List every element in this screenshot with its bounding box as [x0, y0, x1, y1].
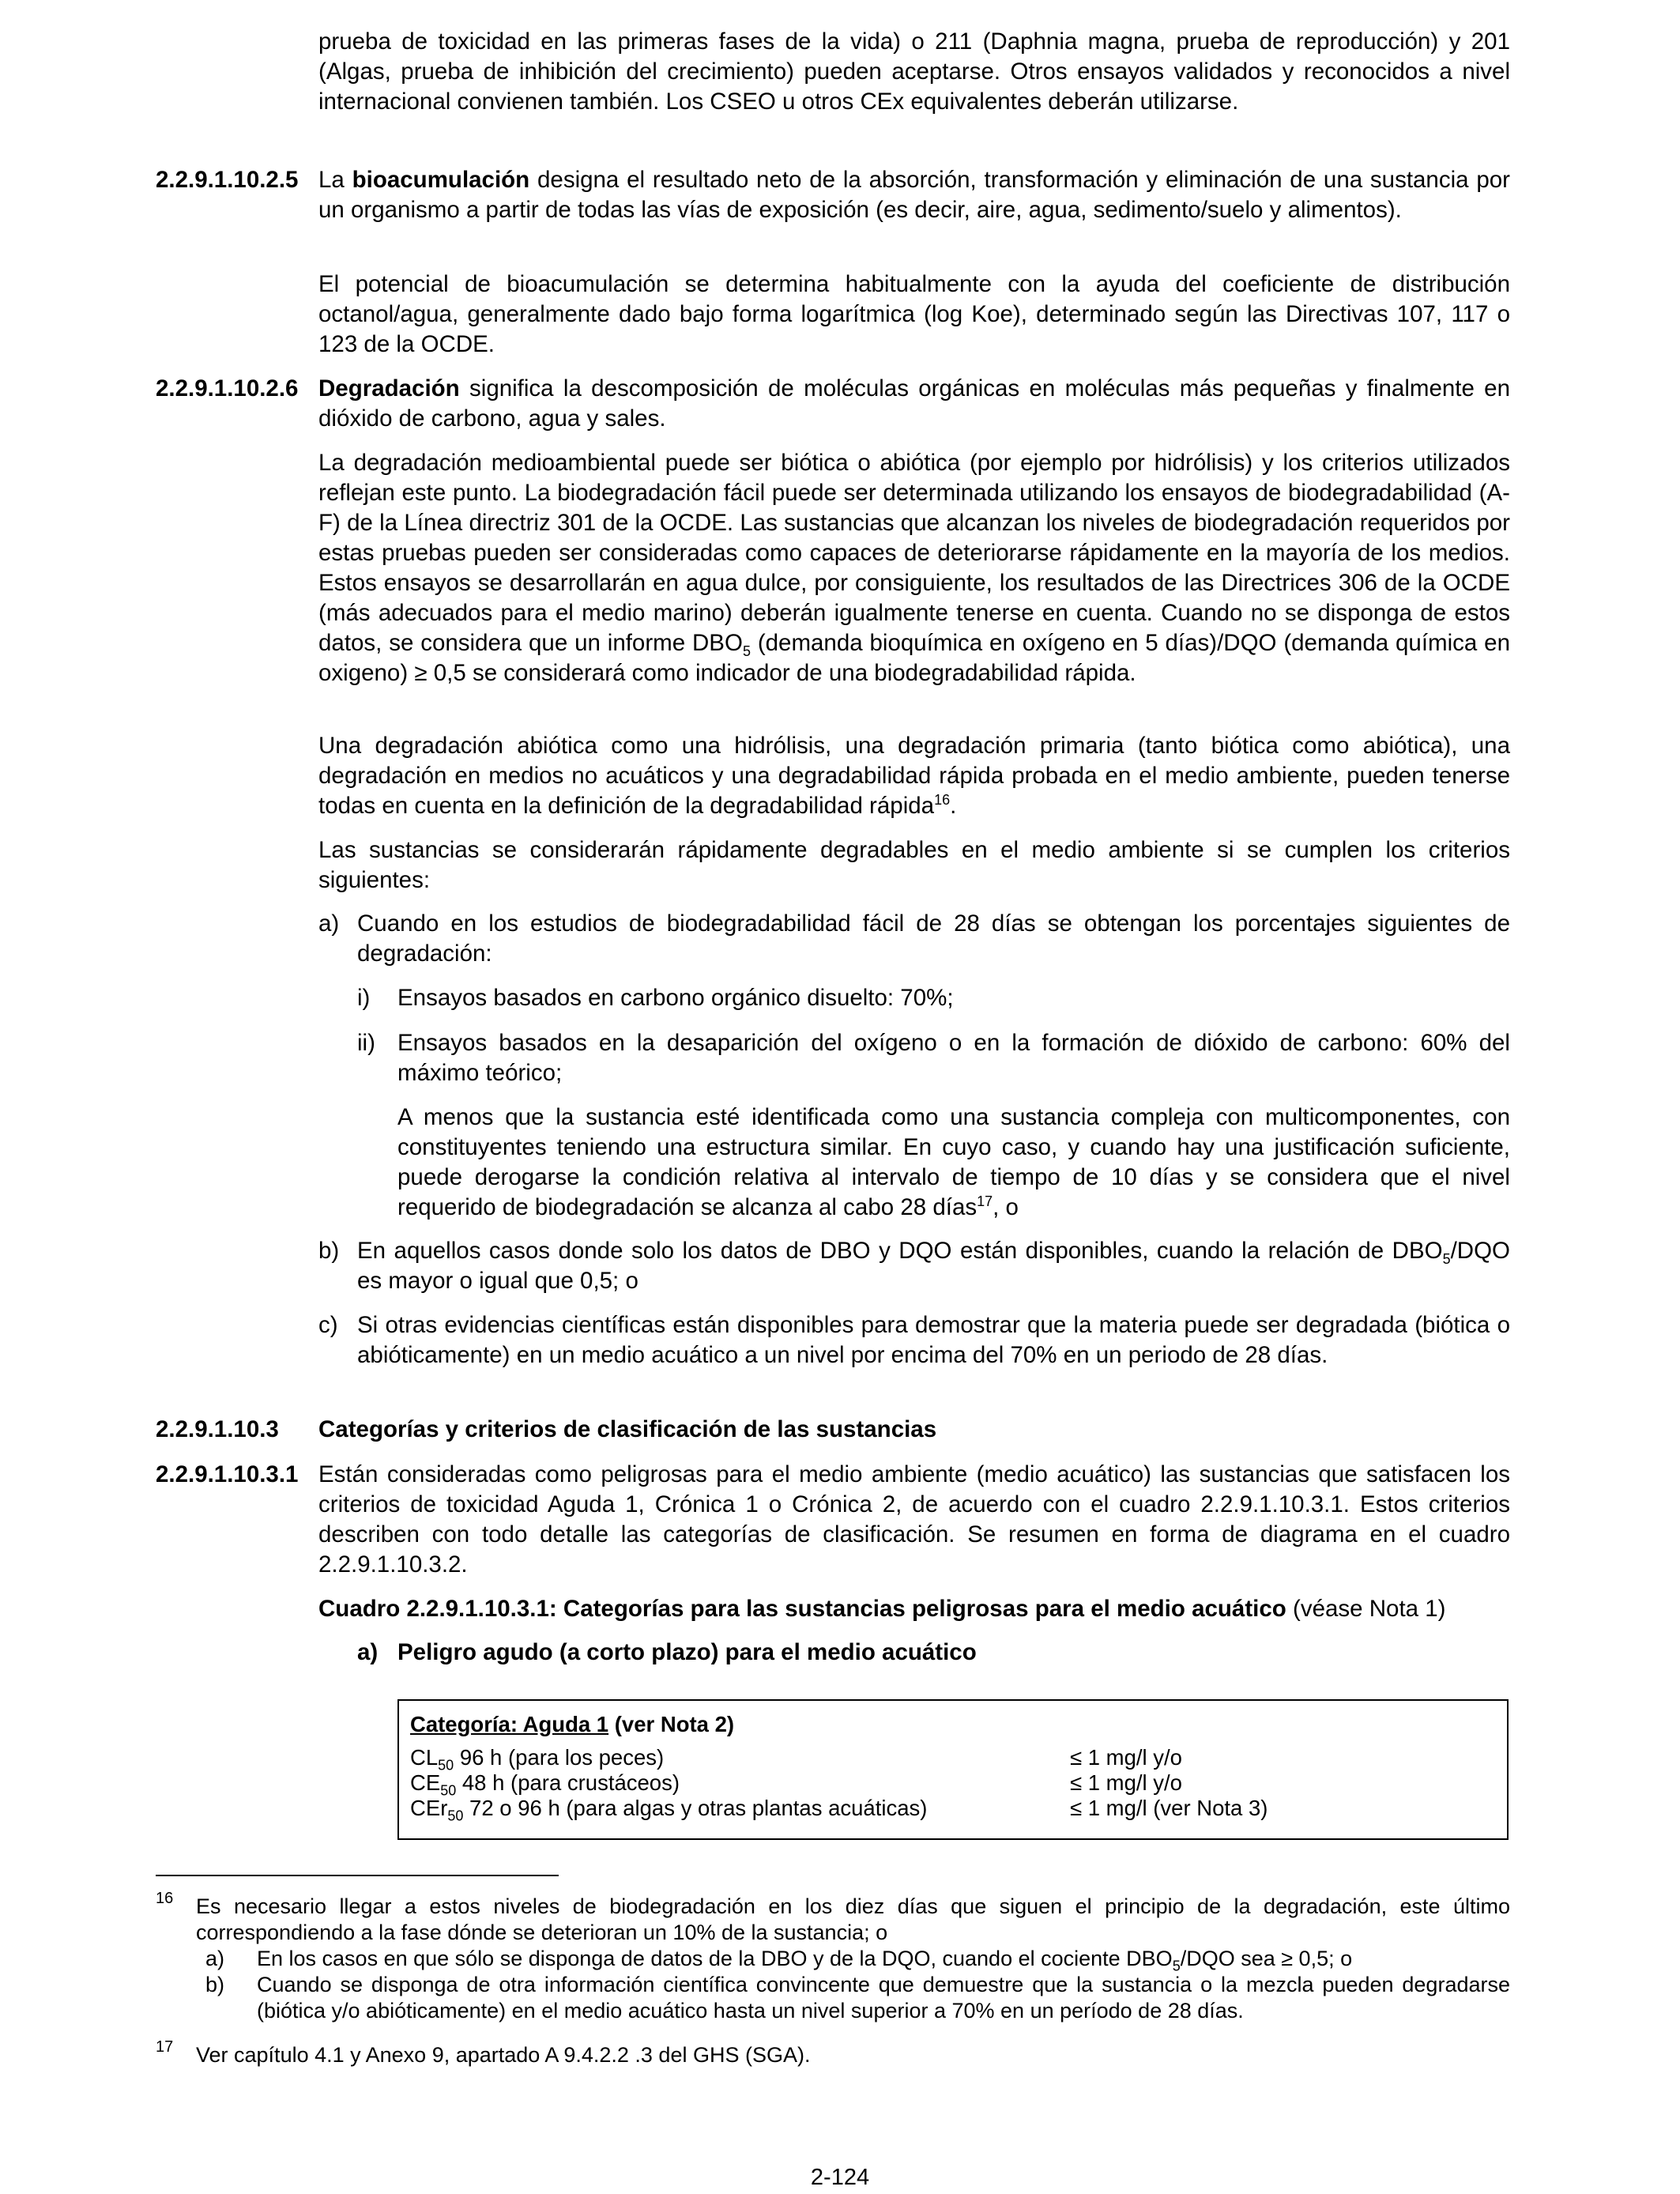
footnote-mark-17: 17: [156, 2038, 174, 2056]
criteria-item-ii: Ensayos basados en la desaparición del oxígeno o en la formación de dióxido de carbono: 60% del máximo teórico;: [397, 1030, 1510, 1086]
text-part: /DQO es mayor o igual que 0,5; o: [357, 1238, 1510, 1294]
text-part: CEr: [410, 1796, 448, 1820]
lead-word: La: [318, 167, 345, 193]
table-caption-note: (véase Nota 1): [1293, 1596, 1446, 1622]
subscript: 5: [1172, 1958, 1181, 1974]
footnote-16-label-a: a): [205, 1947, 225, 1970]
box-row-fish: [410, 1745, 665, 1774]
classification-paragraph: Están consideradas como peligrosas para el medio ambiente (medio acuático) las sustancias que satisfacen los criterios de toxicidad Aguda 1, Crónica 1 o Crónica 2, de acuerdo con el cuadro 2.2.9.1.10.3.1. Estos criterios describen con todo detalle las categorías de clasificación. Se resumen en forma de diagrama en el cuadro 2.2.9.1.10.3.2.: [318, 1461, 1510, 1578]
list-label-i: i): [357, 985, 371, 1011]
criteria-intro-paragraph: Las sustancias se considerarán rápidamente degradables en el medio ambiente si se cumplen los criterios siguientes:: [318, 837, 1510, 893]
criteria-item-ii-note: [397, 1103, 1510, 1223]
environmental-degradation-paragraph: [318, 448, 1510, 688]
footnote-ref-16[interactable]: 16: [934, 792, 951, 809]
text-part: , o: [993, 1194, 1019, 1220]
abiotic-degradation-paragraph: [318, 731, 1510, 821]
box-value-crustaceans: ≤ 1 mg/l y/o: [1070, 1770, 1182, 1795]
definition-text: significa la descomposición de moléculas orgánicas en moléculas más pequeñas y finalmente en dióxido de carbono, agua y sales.: [318, 375, 1510, 432]
sub-heading-label-a: a): [357, 1639, 379, 1665]
bioaccumulation-potential-paragraph: El potencial de bioacumulación se determina habitualmente con la ayuda del coeficiente de distribución octanol/agua, generalmente dado bajo forma logarítmica (log Koe), determinado según las Directivas 107, 117 o 123 de la OCDE.: [318, 271, 1510, 357]
term-bioacumulacion: bioacumulación: [352, 167, 530, 193]
footnote-separator: [156, 1875, 559, 1876]
footnote-ref-17[interactable]: 17: [977, 1193, 993, 1210]
box-row-crustaceans: [410, 1770, 680, 1799]
text-part: 72 o 96 h (para algas y otras plantas acuáticas): [463, 1796, 928, 1820]
subscript: 5: [1442, 1250, 1451, 1267]
box-row-algae: [410, 1796, 928, 1824]
criteria-item-i: Ensayos basados en carbono orgánico disuelto: 70%;: [397, 985, 954, 1011]
text-part: CE: [410, 1770, 441, 1795]
section-number-2-2-9-1-10-3: 2.2.9.1.10.3: [156, 1416, 279, 1442]
text-part: 48 h (para crustáceos): [456, 1770, 680, 1795]
definition-text: designa el resultado neto de la absorción, transformación y eliminación de una sustancia por un organismo a partir de todas las vías de exposición (es decir, aire, agua, sedimento/suelo y alimentos).: [318, 167, 1510, 223]
page-number: 2-124: [810, 2165, 870, 2190]
text-part: A menos que la sustancia esté identificada como una sustancia compleja con multicomponentes, con constituyentes teniendo una estructura similar. En cuyo caso, y cuando hay una justificación suficiente, puede derogarse la condición relativa al intervalo de tiempo de 10 días y se considera que el nivel requerido de biodegradación se alcanza al cabo 28 días: [397, 1104, 1510, 1220]
list-label-ii: ii): [357, 1030, 375, 1056]
box-heading: [410, 1712, 734, 1737]
footnote-16-item-b: Cuando se disponga de otra información científica convincente que demuestre que la sustancia o la mezcla pueden degradarse (biótica y/o abióticamente) en el medio acuático hasta un nivel superior a 70% en un período de 28 días.: [257, 1973, 1510, 2022]
text-part: CL: [410, 1745, 439, 1770]
degradation-definition: [318, 374, 1510, 434]
text-part: Una degradación abiótica como una hidrólisis, una degradación primaria (tanto biótica como abiótica), una degradación en medios no acuáticos y una degradabilidad rápida probada en el medio ambiente, pueden tenerse todas en cuenta en la definición de la degradabilidad rápida: [318, 733, 1510, 819]
criteria-item-a: Cuando en los estudios de biodegradabilidad fácil de 28 días se obtengan los porcentajes siguientes de degradación:: [357, 910, 1510, 967]
box-value-algae: ≤ 1 mg/l (ver Nota 3): [1070, 1796, 1268, 1820]
text-part: /DQO sea ≥ 0,5; o: [1180, 1947, 1353, 1970]
text-part: .: [950, 793, 957, 819]
list-label-b: b): [318, 1238, 340, 1264]
term-degradacion: Degradación: [318, 375, 460, 401]
text-part: La degradación medioambiental puede ser biótica o abiótica (por ejemplo por hidrólisis) y los criterios utilizados reflejan este punto. La biodegradación fácil puede ser determinada utilizando los ensayos de biodegradabilidad (A-F) de la Línea directriz 301 de la OCDE. Las sustancias que alcanzan los niveles de biodegradación requeridos por estas pruebas pueden ser consideradas como capaces de deteriorarse rápidamente en la mayoría de los medios. Estos ensayos se desarrollarán en agua dulce, por consiguiente, los resultados de las Directrices 306 de la OCDE (más adecuados para el medio marino) deberán igualmente tenerse en cuenta. Cuando no se disponga de estos datos, se considera que un informe DBO: [318, 450, 1510, 656]
section-number-2-2-9-1-10-2-5: 2.2.9.1.10.2.5: [156, 167, 299, 193]
footnote-17: Ver capítulo 4.1 y Anexo 9, apartado A 9.4.2.2 .3 del GHS (SGA).: [196, 2043, 811, 2067]
box-heading-note: (ver Nota 2): [614, 1712, 735, 1736]
intro-paragraph: prueba de toxicidad en las primeras fases de la vida) o 211 (Daphnia magna, prueba de reproducción) y 201 (Algas, prueba de inhibición del crecimiento) pueden aceptarse. Otros ensayos validados y reconocidos a nivel internacional convienen también. Los CSEO u otros CEx equivalentes deberán utilizarse.: [318, 28, 1510, 115]
footnote-16: Es necesario llegar a estos niveles de biodegradación en los diez días que siguen el principio de la degradación, este último correspondiendo a la fase dónde se deterioran un 10% de la sustancia; o: [196, 1894, 1510, 1944]
bioaccumulation-definition: [318, 165, 1510, 225]
text-part: 96 h (para los peces): [454, 1745, 665, 1770]
list-label-a: a): [318, 910, 340, 937]
subscript: 5: [742, 643, 751, 659]
subscript: 50: [438, 1757, 454, 1774]
list-label-c: c): [318, 1312, 338, 1338]
criteria-item-c: Si otras evidencias científicas están disponibles para demostrar que la materia puede ser degradada (biótica o abióticamente) en un medio acuático a un nivel por encima del 70% en un periodo de 28 días.: [357, 1312, 1510, 1368]
box-heading-underlined: Categoría: Aguda 1: [410, 1712, 609, 1736]
subscript: 50: [440, 1782, 457, 1799]
table-caption-title: Cuadro 2.2.9.1.10.3.1: Categorías para las sustancias peligrosas para el medio acuático: [318, 1596, 1286, 1622]
box-value-fish: ≤ 1 mg/l y/o: [1070, 1745, 1182, 1770]
acute-category-box: [397, 1699, 1509, 1840]
footnote-16-item-a: [257, 1946, 1510, 1972]
section-number-2-2-9-1-10-2-6: 2.2.9.1.10.2.6: [156, 375, 299, 401]
section-number-2-2-9-1-10-3-1: 2.2.9.1.10.3.1: [156, 1461, 299, 1487]
footnote-16-label-b: b): [205, 1973, 225, 1996]
footnote-mark-16: 16: [156, 1890, 174, 1907]
text-part: En aquellos casos donde solo los datos de DBO y DQO están disponibles, cuando la relación de DBO: [357, 1238, 1443, 1264]
sub-heading-acute-hazard: Peligro agudo (a corto plazo) para el medio acuático: [397, 1639, 977, 1665]
criteria-item-b: [357, 1236, 1510, 1296]
text-part: En los casos en que sólo se disponga de datos de la DBO y de la DQO, cuando el cociente DBO: [257, 1947, 1173, 1970]
subscript: 50: [447, 1808, 464, 1824]
table-caption: [318, 1594, 1510, 1624]
section-title-categories: Categorías y criterios de clasificación de las sustancias: [318, 1416, 937, 1442]
text-part: (demanda bioquímica en oxígeno en 5 días)/DQO (demanda química en oxigeno) ≥ 0,5 se considerará como indicador de una biodegradabilidad rápida.: [318, 630, 1510, 686]
